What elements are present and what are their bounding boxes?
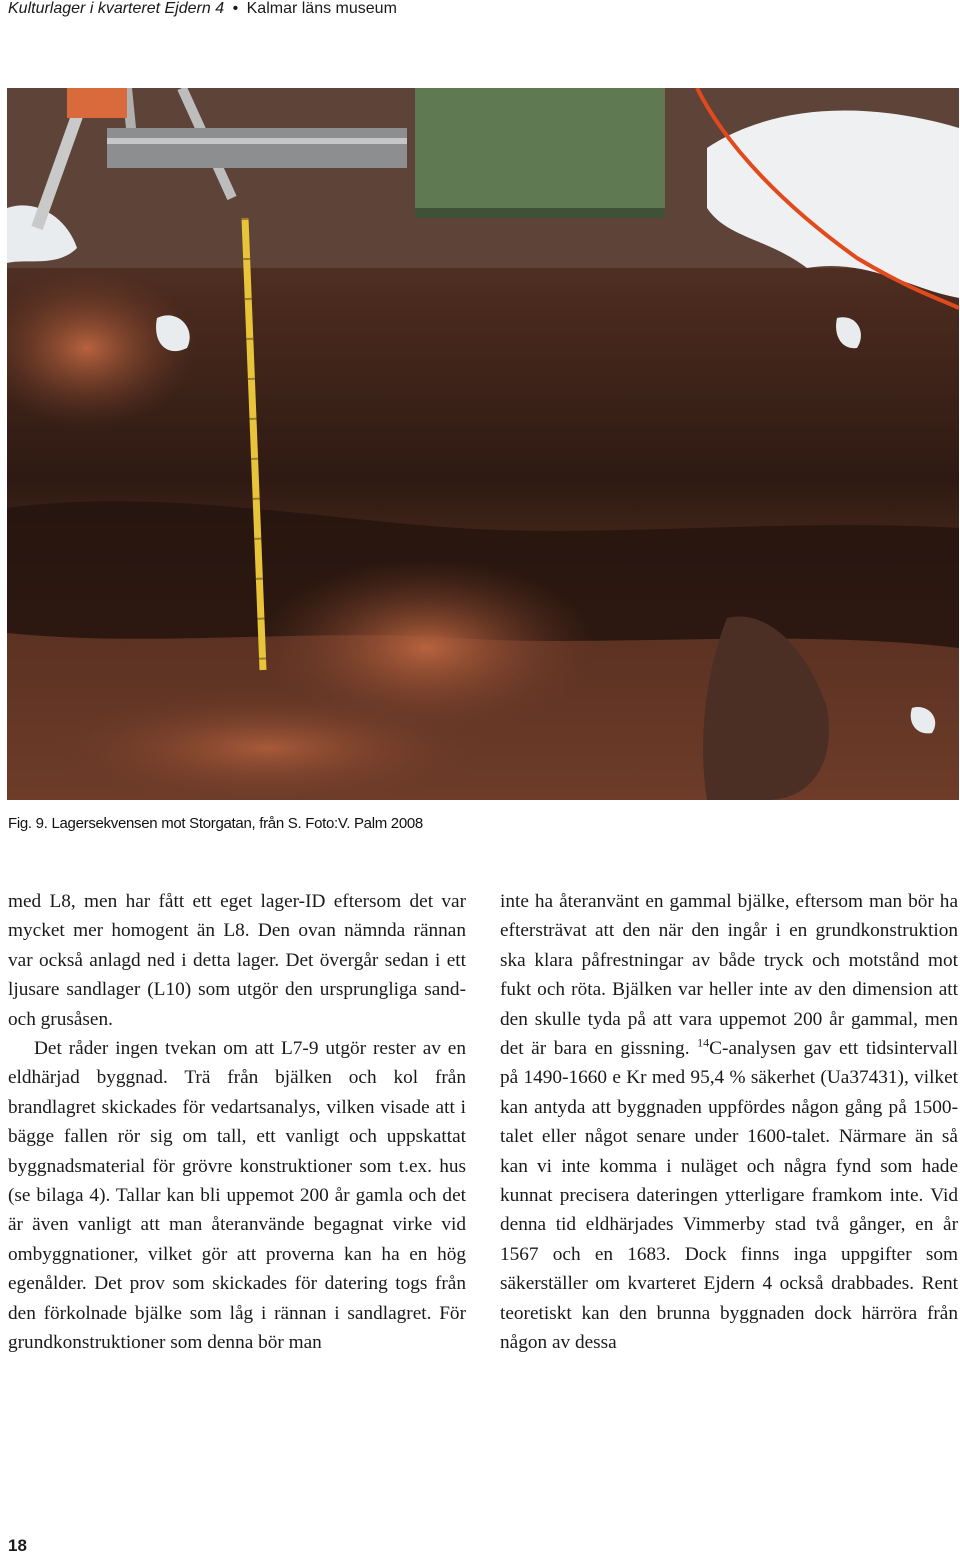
page-number: 18	[8, 1536, 27, 1555]
paragraph-text-part2: C-analysen gav ett tidsintervall på 1490-1660 e Kr med 95,4 % säkerhet (Ua37431), vilket kan antyda att byggnaden uppfördes någon gång på 1500-talet eller något senare under 1600-talet. Närmare än så kan vi inte komma i nuläget och några fynd som hade kunnat precisera dateringen ytterligare framkom inte. Vid denna tid eldhärjades Vimmerby stad två gånger, en år 1567 och en 1683. Dock finns inga uppgifter som säkerställer om kvarteret Ejdern 4 också drabbades. Rent teoretiskt kan den brunna byggnaden dock härröra från någon av dessa	[500, 1038, 958, 1354]
series-title: Kulturlager i kvarteret Ejdern 4	[8, 0, 225, 17]
paragraph-text-part1: inte ha återanvänt en gammal bjälke, eftersom man bör ha eftersträvat att den när den ingår i en grundkonstruktion ska klara påfrestningar av både tryck och motstånd mot fukt och röta. Bjälken var heller inte av den dimension att den skulle tyda på att vara uppemot 200 år gammal, men det är bara en gissning.	[500, 891, 958, 1060]
running-header	[8, 0, 397, 24]
green-utility-box	[415, 88, 665, 216]
text-column-left	[8, 887, 466, 1358]
figure-caption: Fig. 9. Lagersekvensen mot Storgatan, från S. Foto:V. Palm 2008	[8, 815, 423, 832]
text-column-right	[500, 887, 958, 1358]
paragraph: Det råder ingen tvekan om att L7-9 utgör rester av en eldhärjad byggnad. Trä från bjälken och kol från brandlagret skickades för vedartsanalys, vilken visade att i bägge fallen rör sig om tall, ett vanligt och uppskattat byggnadsmaterial för grövre konstruktioner som t.ex. hus (se bilaga 4). Tallar kan bli uppemot 200 år gamla och det är även vanligt att man återanvände begagnat virke vid ombyggnationer, vilket gör att proverna kan ha en hög egenålder. Det prov som skickades för datering togs från den förkolnade bjälke som låg i rännan i sandlagret. För grundkonstruktioner som denna bör man	[8, 1038, 466, 1354]
paragraph: med L8, men har fått ett eget lager-ID eftersom det var mycket mer homogent än L8. Den ovan nämnda rännan var också anlagd ned i detta lager. Det övergår sedan i ett ljusare sandlager (L10) som utgör den ursprungliga sand- och grusåsen.	[8, 891, 466, 1030]
excavation-photo-illustration	[7, 88, 959, 800]
metal-pipes	[107, 128, 407, 168]
publisher-name: Kalmar läns museum	[246, 0, 397, 17]
superscript-14: 14	[697, 1035, 710, 1050]
excavation-photo	[7, 88, 959, 800]
header-bullet: •	[232, 0, 239, 17]
paragraph	[500, 887, 958, 1358]
